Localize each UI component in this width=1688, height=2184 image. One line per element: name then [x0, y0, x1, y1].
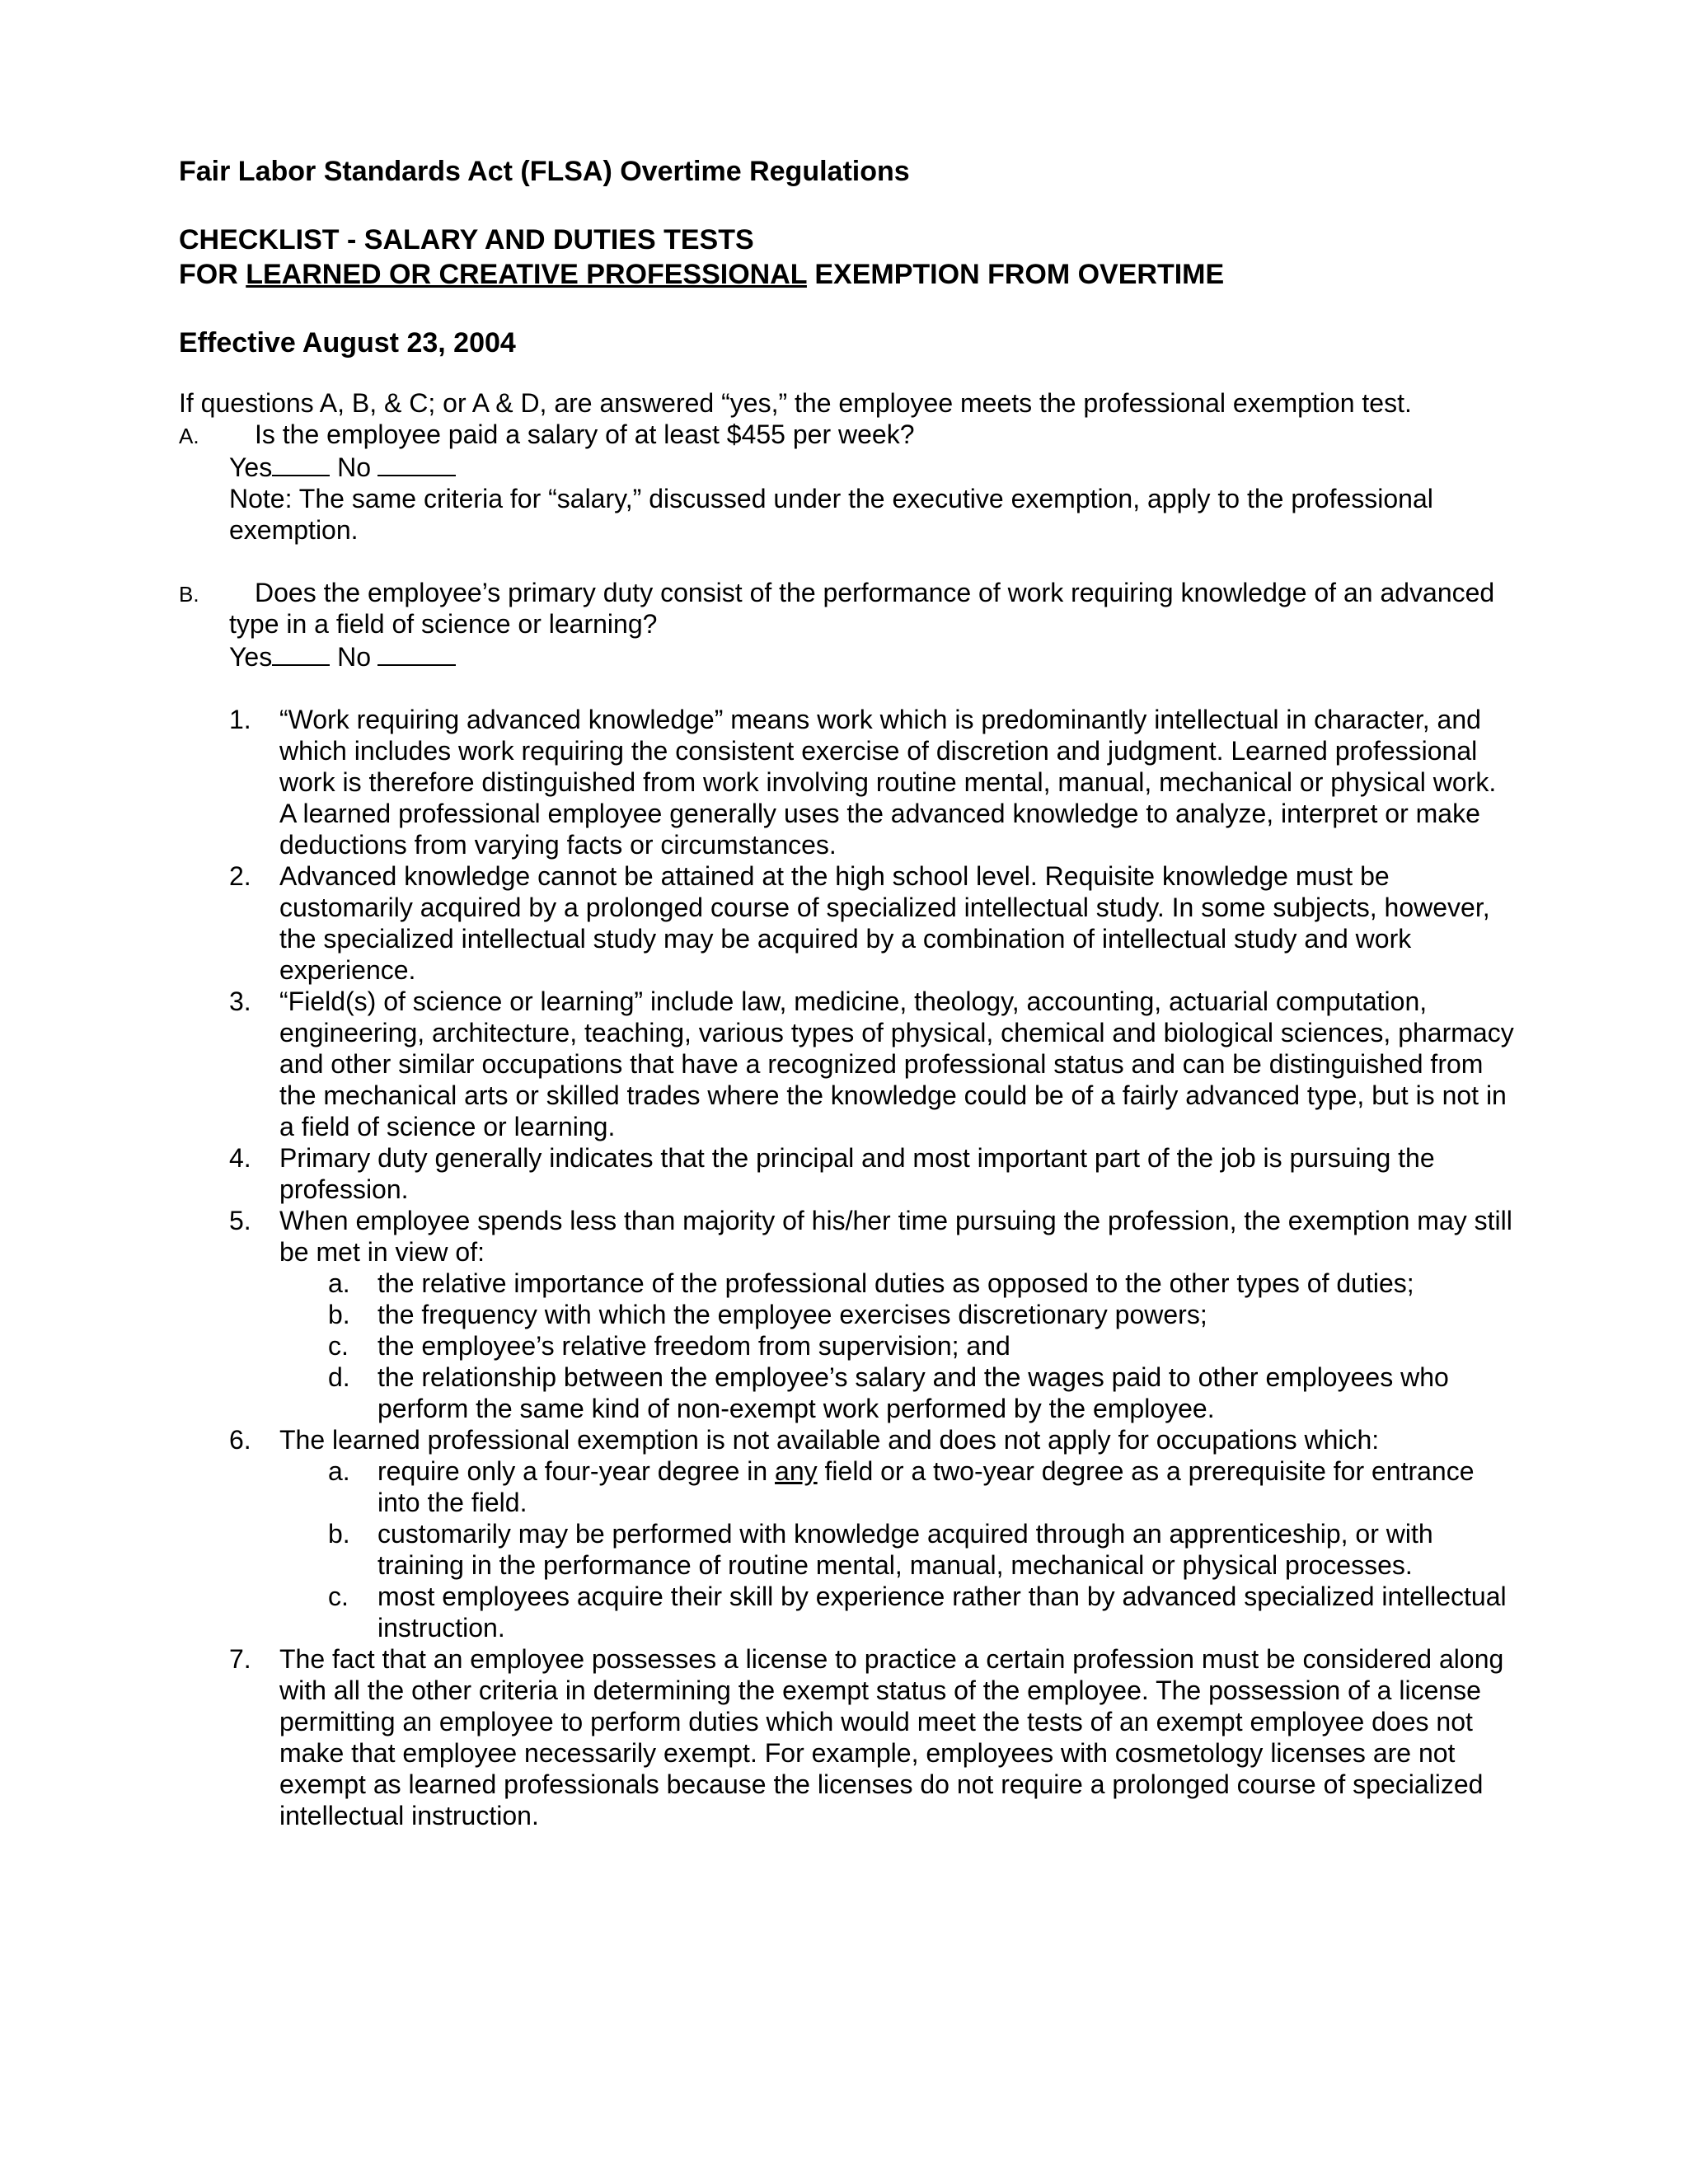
- exemption-type-underlined: LEARNED OR CREATIVE PROFESSIONAL: [246, 259, 807, 290]
- question-b-no-blank[interactable]: [377, 640, 456, 666]
- question-a-letter: A.: [179, 424, 199, 448]
- sublist-item: [328, 1518, 1514, 1581]
- criteria-list: [179, 704, 1514, 1831]
- intro-paragraph: If questions A, B, & C; or A & D, are answered “yes,” the employee meets the professional exemption test.: [179, 388, 1412, 418]
- list-item-number: 7.: [229, 1644, 251, 1674]
- list-item: [229, 1643, 1514, 1831]
- sublist-item-letter: b.: [328, 1300, 350, 1329]
- list-item-number: 4.: [229, 1143, 251, 1173]
- list-item-number: 1.: [229, 705, 251, 734]
- question-a-note: Note: The same criteria for “salary,” discussed under the executive exemption, apply to the professional exemption.: [229, 484, 1433, 545]
- sublist: [279, 1268, 1514, 1424]
- sublist-item-text: the frequency with which the employee exercises discretionary powers;: [377, 1300, 1207, 1329]
- question-b-yes-blank[interactable]: [272, 640, 330, 666]
- question-a-yes-blank[interactable]: [272, 450, 330, 476]
- list-item-number: 3.: [229, 987, 251, 1016]
- list-item-number: 6.: [229, 1425, 251, 1455]
- list-item: [229, 1142, 1514, 1205]
- sublist-item-text: customarily may be performed with knowledge acquired through an apprenticeship, or with training in the performance of routine mental, manual, mechanical or physical processes.: [377, 1519, 1433, 1580]
- checklist-heading: [179, 223, 1514, 292]
- sublist: [279, 1455, 1514, 1643]
- question-a-yes-label: Yes: [229, 452, 273, 482]
- sublist-item-letter: c.: [328, 1331, 349, 1361]
- checklist-heading-suffix: EXEMPTION FROM OVERTIME: [806, 259, 1225, 290]
- question-b-no-label: No: [337, 642, 371, 672]
- sublist-item: [328, 1299, 1514, 1330]
- question-b-yes-label: Yes: [229, 642, 273, 672]
- question-a: [179, 419, 1514, 546]
- list-item-text: Primary duty generally indicates that the principal and most important part of the job is pursuing the profession.: [279, 1143, 1435, 1204]
- question-b: [179, 577, 1514, 673]
- list-item: [229, 986, 1514, 1142]
- document-body: [179, 153, 1514, 1831]
- list-item-number: 5.: [229, 1206, 251, 1235]
- question-a-no-label: No: [337, 452, 371, 482]
- checklist-heading-line2: [179, 257, 1514, 292]
- sublist-item-text: the relative importance of the professional duties as opposed to the other types of duties;: [377, 1268, 1414, 1298]
- list-item: [229, 860, 1514, 986]
- sublist-item-letter: a.: [328, 1268, 350, 1298]
- question-a-answer-line: [229, 450, 1514, 483]
- sublist-item-text: most employees acquire their skill by experience rather than by advanced specialized intellectual instruction.: [377, 1582, 1507, 1643]
- document-title: Fair Labor Standards Act (FLSA) Overtime Regulations: [179, 156, 910, 187]
- list-item: [229, 704, 1514, 860]
- question-a-text: Is the employee paid a salary of at least $455 per week?: [255, 419, 915, 449]
- list-item: [229, 1205, 1514, 1424]
- list-item-text: “Work requiring advanced knowledge” means work which is predominantly intellectual in character, and which includes work requiring the consistent exercise of discretion and judgment. Learned professional work is therefore distinguished from work involving routine mental, manual, mechanical or physical work. A learned professional employee generally uses the advanced knowledge to analyze, interpret or make deductions from varying facts or circumstances.: [279, 705, 1497, 860]
- sublist-item: [328, 1361, 1514, 1424]
- sublist-item: [328, 1330, 1514, 1361]
- list-item: [229, 1424, 1514, 1643]
- sublist-item-letter: a.: [328, 1456, 350, 1486]
- sublist-item: [328, 1268, 1514, 1299]
- list-item-text: Advanced knowledge cannot be attained at the high school level. Requisite knowledge must be customarily acquired by a prolonged course of specialized intellectual study. In some subjects, however, the specialized intellectual study may be acquired by a combination of intellectual study and work experience.: [279, 861, 1490, 985]
- sublist-item-text: the employee’s relative freedom from supervision; and: [377, 1331, 1010, 1361]
- sublist-item-letter: c.: [328, 1582, 349, 1611]
- sublist-item: [328, 1581, 1514, 1643]
- list-item-text: The fact that an employee possesses a license to practice a certain profession must be considered along with all the other criteria in determining the exempt status of the employee. The possession of a license permitting an employee to perform duties which would meet the tests of an exempt employee does not make that employee necessarily exempt. For example, employees with cosmetology licenses are not exempt as learned professionals because the licenses do not require a prolonged course of specialized intellectual instruction.: [279, 1644, 1504, 1830]
- checklist-heading-prefix: FOR: [179, 259, 246, 290]
- sublist-item-letter: b.: [328, 1519, 350, 1549]
- checklist-heading-line1: CHECKLIST - SALARY AND DUTIES TESTS: [179, 224, 754, 255]
- list-item-text: The learned professional exemption is not available and does not apply for occupations which:: [279, 1425, 1380, 1455]
- sublist-item-text: the relationship between the employee’s salary and the wages paid to other employees who perform the same kind of non-exempt work performed by the employee.: [377, 1362, 1449, 1423]
- question-a-no-blank[interactable]: [377, 450, 456, 476]
- list-item-text: When employee spends less than majority of his/her time pursuing the profession, the exemption may still be met in view of:: [279, 1206, 1512, 1267]
- sublist-item-letter: d.: [328, 1362, 350, 1392]
- question-b-text: Does the employee’s primary duty consist of the performance of work requiring knowledge of an advanced type in a field of science or learning?: [229, 578, 1495, 639]
- list-item-text: “Field(s) of science or learning” include law, medicine, theology, accounting, actuarial computation, engineering, architecture, teaching, various types of physical, chemical and biological sciences, pharmacy and other similar occupations that have a recognized professional status and can be distinguished from the mechanical arts or skilled trades where the knowledge could be of a fairly advanced type, but is not in a field of science or learning.: [279, 987, 1514, 1141]
- sublist-item-text: require only a four-year degree in any field or a two-year degree as a prerequisite for entrance into the field.: [377, 1456, 1475, 1517]
- sublist-item: [328, 1455, 1514, 1518]
- underlined-word-any: any: [775, 1456, 818, 1486]
- effective-date: Effective August 23, 2004: [179, 327, 516, 359]
- list-item-number: 2.: [229, 861, 251, 891]
- question-b-answer-line: [229, 640, 1514, 673]
- question-b-letter: B.: [179, 582, 199, 607]
